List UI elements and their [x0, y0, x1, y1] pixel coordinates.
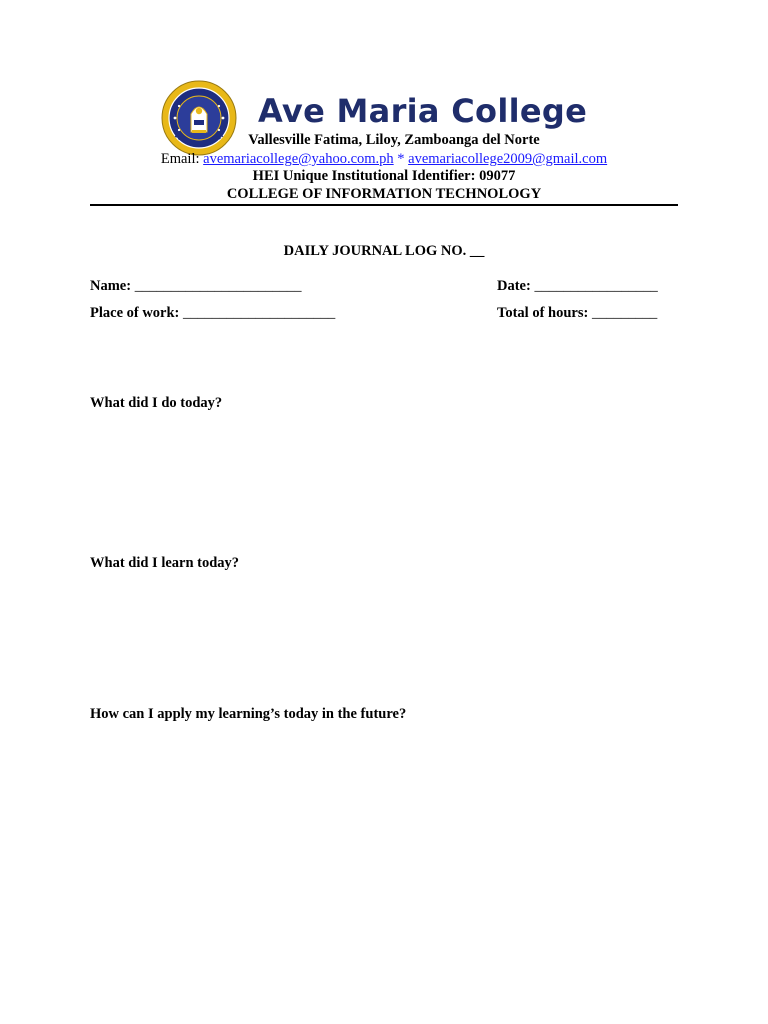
header-divider	[90, 204, 678, 206]
hei-identifier: HEI Unique Institutional Identifier: 09077	[252, 168, 516, 184]
date-blank: _________________	[534, 278, 658, 294]
date-label: Date:	[497, 278, 531, 294]
date-field	[497, 278, 658, 295]
email-line	[0, 151, 768, 168]
total-hours-field	[497, 305, 657, 322]
college-name-heading: Ave Maria College	[258, 92, 588, 130]
email-label: Email:	[160, 151, 200, 167]
total-hours-label: Total of hours:	[497, 305, 589, 321]
name-blank: _______________________	[134, 278, 302, 294]
question-what-did-i-do: What did I do today?	[90, 395, 223, 411]
college-address: Vallesville Fatima, Liloy, Zamboanga del Norte	[248, 132, 540, 148]
total-hours-blank: _________	[591, 305, 658, 321]
place-of-work-blank: _____________________	[183, 305, 336, 321]
email-separator: *	[397, 151, 405, 167]
department-name: COLLEGE OF INFORMATION TECHNOLOGY	[226, 186, 542, 202]
email-link-gmail[interactable]: avemariacollege2009@gmail.com	[408, 151, 608, 167]
question-what-did-i-learn: What did I learn today?	[90, 555, 240, 571]
email-link-yahoo[interactable]: avemariacollege@yahoo.com.ph	[203, 151, 394, 167]
journal-log-title: DAILY JOURNAL LOG NO. __	[283, 243, 485, 259]
name-label: Name:	[90, 278, 132, 294]
name-field	[90, 278, 301, 295]
question-apply-learning: How can I apply my learning’s today in the future?	[90, 706, 407, 722]
place-of-work-label: Place of work:	[90, 305, 180, 321]
place-of-work-field	[90, 305, 335, 322]
